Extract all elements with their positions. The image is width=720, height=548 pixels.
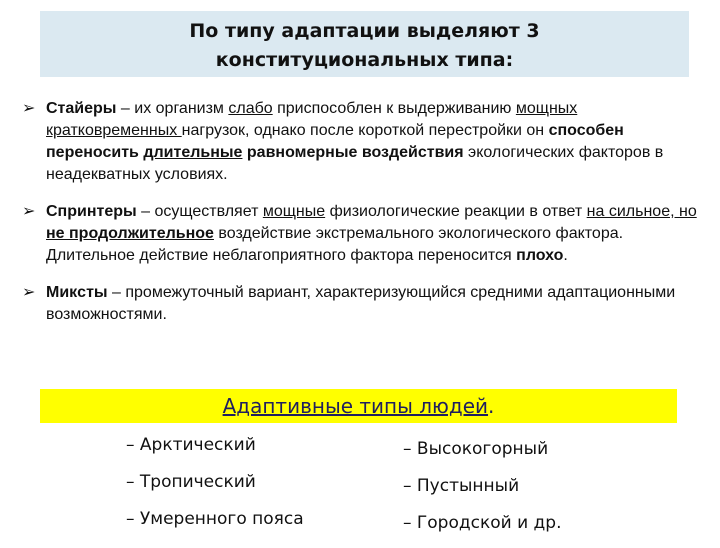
adaptive-types-heading-period: . <box>488 394 495 418</box>
bullet-text-segment: слабо <box>228 100 273 117</box>
adaptive-type-item: – Арктический <box>126 435 256 455</box>
bullet-text-segment: на сильное, но <box>586 203 697 220</box>
bullet-text-segment: Микcты <box>46 284 108 301</box>
adaptive-type-item: – Тропический <box>126 472 256 492</box>
bullet-text-segment: воздействие экстремального экологического фактора. Длительное действие неблагоприятного фактора переносится <box>46 225 624 264</box>
bullet-text <box>46 282 712 326</box>
bullet-text-segment: Спринтеры <box>46 203 137 220</box>
bullet-item <box>22 282 712 326</box>
title-box <box>40 11 689 77</box>
bullet-text-segment: – промежуточный вариант, характеризующийся средними адаптационными возможностями. <box>46 284 676 323</box>
bullet-text-segment: мощные <box>262 203 326 220</box>
bullet-text-segment: . <box>563 247 568 264</box>
bullet-text-segment: – их организм <box>116 100 229 117</box>
title-line-2: конституциональных типа: <box>215 49 514 71</box>
bullet-text-segment: длительные <box>143 144 243 161</box>
arrow-bullet-icon: ➢ <box>22 203 36 220</box>
bullet-text-segment: физиологические реакции в ответ <box>325 203 587 220</box>
bullet-text-segment: плохо <box>516 247 564 264</box>
bullet-text-segment: равномерные воздействия <box>246 144 464 161</box>
arrow-bullet-icon: ➢ <box>22 284 36 301</box>
bullet-item <box>22 98 712 186</box>
bullet-text <box>46 201 712 267</box>
bullet-text-segment: Стайеры <box>46 100 117 117</box>
adaptive-type-item: – Городской и др. <box>403 513 562 533</box>
bullet-text-segment: способен переносить <box>46 122 624 161</box>
bullet-text-segment: – осуществляет <box>136 203 263 220</box>
title-line-1: По типу адаптации выделяют 3 <box>189 20 540 42</box>
bullet-text-segment: экологических факторов в неадекватных условиях. <box>46 144 664 183</box>
adaptive-types-heading-bar <box>40 389 677 423</box>
bullet-text <box>46 98 712 186</box>
adaptive-type-item: – Умеренного пояса <box>126 509 304 529</box>
adaptive-types-right-column <box>403 437 562 548</box>
arrow-bullet-icon: ➢ <box>22 100 36 117</box>
bullet-text-segment: нагрузок, однако после короткой перестройки он <box>181 122 549 139</box>
bullet-text-segment: приспособлен к выдерживанию <box>272 100 516 117</box>
bullet-text-segment: не продолжительное <box>46 225 214 242</box>
adaptive-type-item: – Высокогорный <box>403 439 549 459</box>
bullet-item <box>22 201 712 267</box>
bullet-list <box>22 98 712 341</box>
adaptive-types-left-column <box>126 433 304 544</box>
adaptive-type-item: – Пустынный <box>403 476 520 496</box>
bullet-text-segment: мощных кратковременных <box>46 100 578 139</box>
adaptive-types-heading: Адаптивные типы людей <box>222 394 489 418</box>
